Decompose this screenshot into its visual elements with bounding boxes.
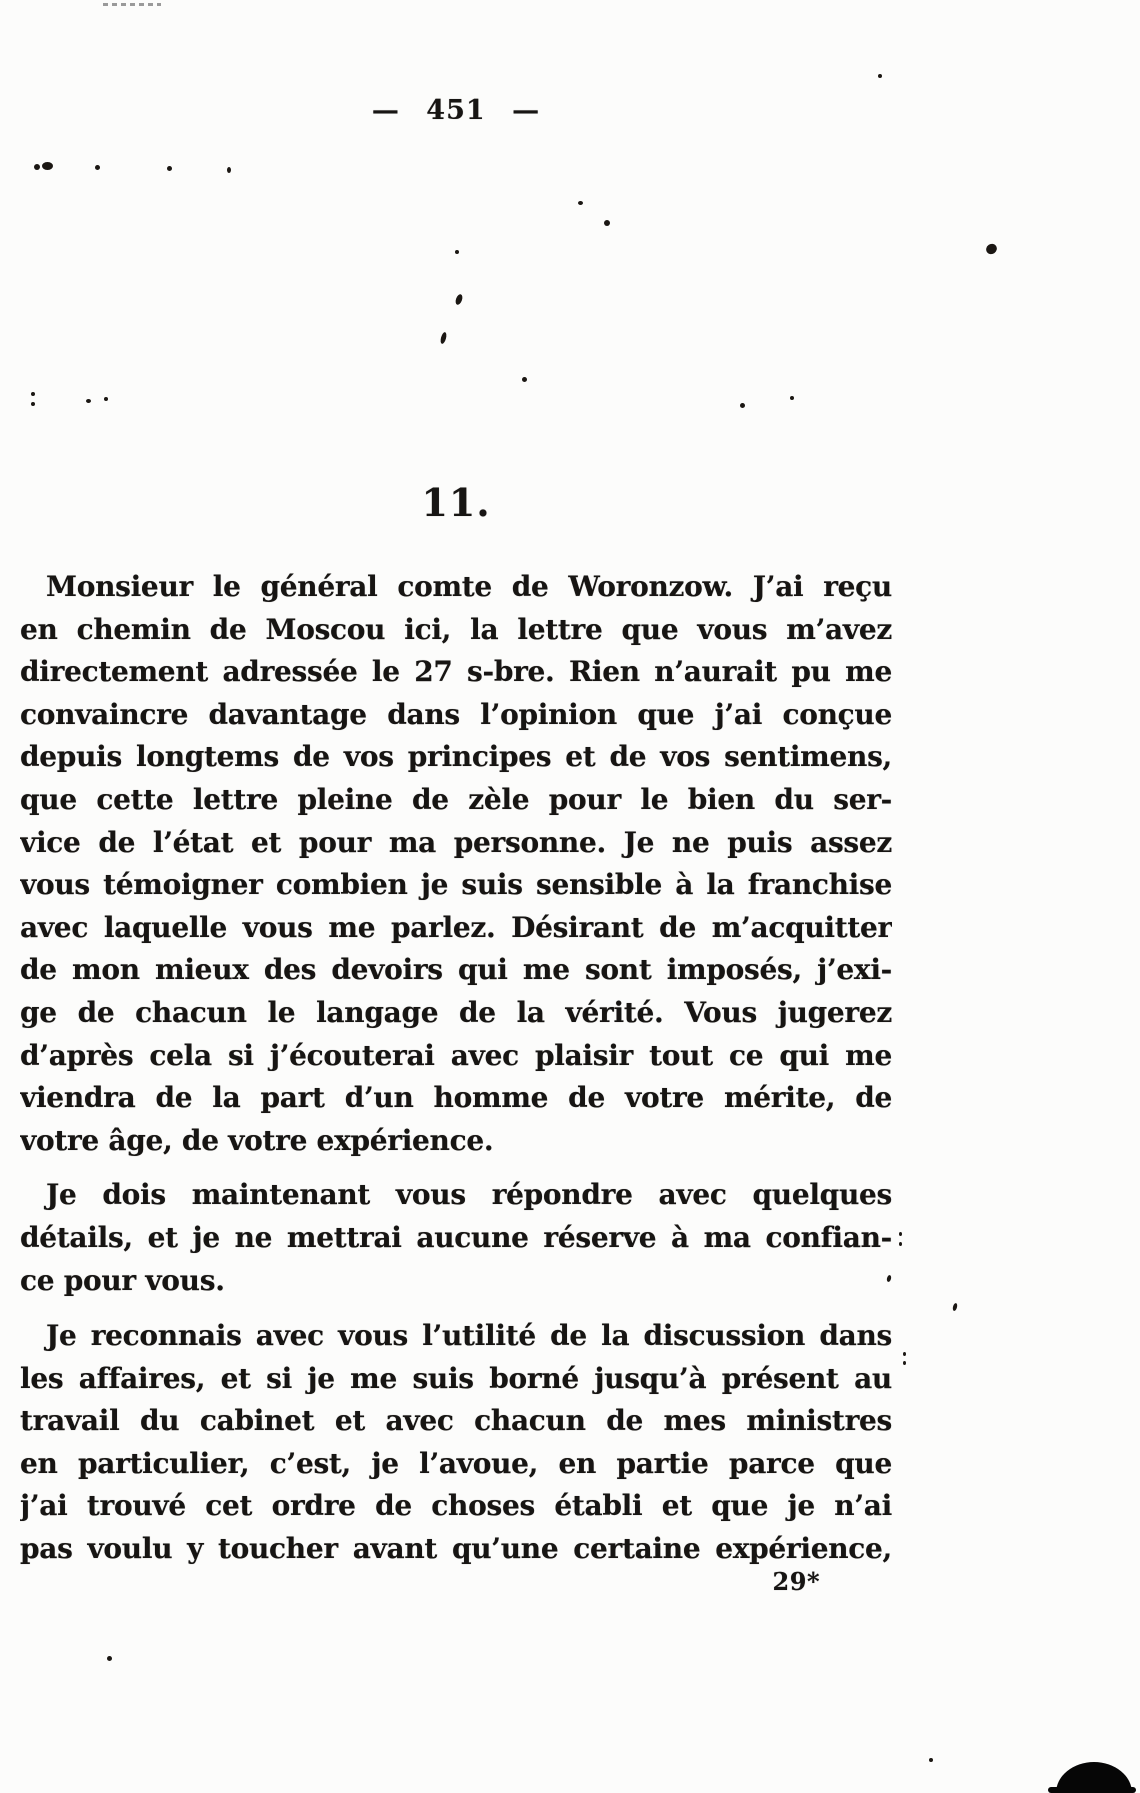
scan-speck	[899, 1232, 902, 1236]
scan-speck	[42, 162, 53, 170]
text-line: d’après cela si j’écouterai avec plaisir tout ce qui me	[20, 1038, 892, 1072]
scan-ink-blob-base	[1048, 1787, 1136, 1793]
scan-speck	[31, 402, 35, 406]
text-line: convaincre davantage dans l’opinion que j’ai conçue	[20, 697, 892, 731]
text-line: vice de l’état et pour ma personne. Je ne puis assez	[20, 825, 892, 859]
paragraph	[20, 1315, 892, 1571]
scan-speck	[440, 332, 448, 345]
scan-speck	[455, 250, 459, 254]
text-line: viendra de la part d’un homme de votre mérite, de	[20, 1081, 892, 1115]
text-line: ce pour vous.	[20, 1263, 225, 1297]
text-line: en chemin de Moscou ici, la lettre que vous m’avez	[20, 612, 892, 646]
text-line: les affaires, et si je me suis borné jusqu’à présent au	[20, 1361, 892, 1395]
text-line: directement adressée le 27 s-bre. Rien n’aurait pu me	[20, 655, 892, 689]
scan-speck	[929, 1758, 933, 1762]
scan-speck	[34, 164, 40, 170]
scan-speck	[903, 1361, 906, 1365]
text-line: pas voulu y toucher avant qu’une certaine expérience,	[20, 1532, 892, 1566]
page-number: — 451 —	[371, 95, 541, 126]
scan-speck	[104, 397, 108, 401]
scan-speck	[740, 403, 745, 408]
text-line: que cette lettre pleine de zèle pour le bien du ser-	[20, 782, 892, 816]
text-line: ge de chacun le langage de la vérité. Vous jugerez	[20, 995, 892, 1029]
scan-speck	[878, 74, 882, 78]
printer-signature-mark: 29*	[772, 1567, 820, 1596]
letter-body	[20, 566, 892, 1571]
text-line: en particulier, c’est, je l’avoue, en partie parce que	[20, 1446, 892, 1480]
scan-speck	[454, 293, 463, 305]
section-number: 11.	[421, 480, 491, 525]
scan-speck	[604, 220, 610, 226]
scan-speck	[522, 377, 527, 382]
scan-speck	[227, 167, 231, 173]
text-line: de mon mieux des devoirs qui me sont imposés, j’exi-	[20, 953, 892, 987]
scan-speck	[790, 396, 794, 400]
scan-speck	[167, 166, 172, 171]
text-line: vous témoigner combien je suis sensible à la franchise	[20, 868, 892, 902]
scan-speck	[95, 165, 100, 170]
paragraph	[20, 566, 892, 1162]
text-line: votre âge, de votre expérience.	[20, 1123, 494, 1157]
text-line: avec laquelle vous me parlez. Désirant de m’acquitter	[20, 910, 892, 944]
text-line: Je reconnais avec vous l’utilité de la discussion dans	[46, 1319, 892, 1353]
scan-speck	[903, 1352, 906, 1356]
text-line: travail du cabinet et avec chacun de mes ministres	[20, 1404, 892, 1438]
text-line: Monsieur le général comte de Woronzow. J’ai reçu	[46, 570, 892, 603]
scan-speck	[899, 1242, 902, 1246]
scan-speck	[107, 1656, 112, 1661]
scan-speck	[578, 201, 583, 205]
scan-artifact-dashes	[103, 3, 161, 6]
scan-speck	[31, 392, 35, 396]
scan-speck	[984, 242, 999, 257]
paragraph	[20, 1174, 892, 1302]
scan-speck	[952, 1303, 958, 1312]
text-line: détails, et je ne mettrai aucune réserve à ma confian-	[20, 1220, 892, 1254]
scan-speck	[86, 399, 91, 403]
text-line: depuis longtems de vos principes et de vos sentimens,	[20, 740, 892, 774]
text-line: Je dois maintenant vous répondre avec quelques	[46, 1178, 892, 1212]
text-line: j’ai trouvé cet ordre de choses établi et que je n’ai	[20, 1489, 892, 1523]
